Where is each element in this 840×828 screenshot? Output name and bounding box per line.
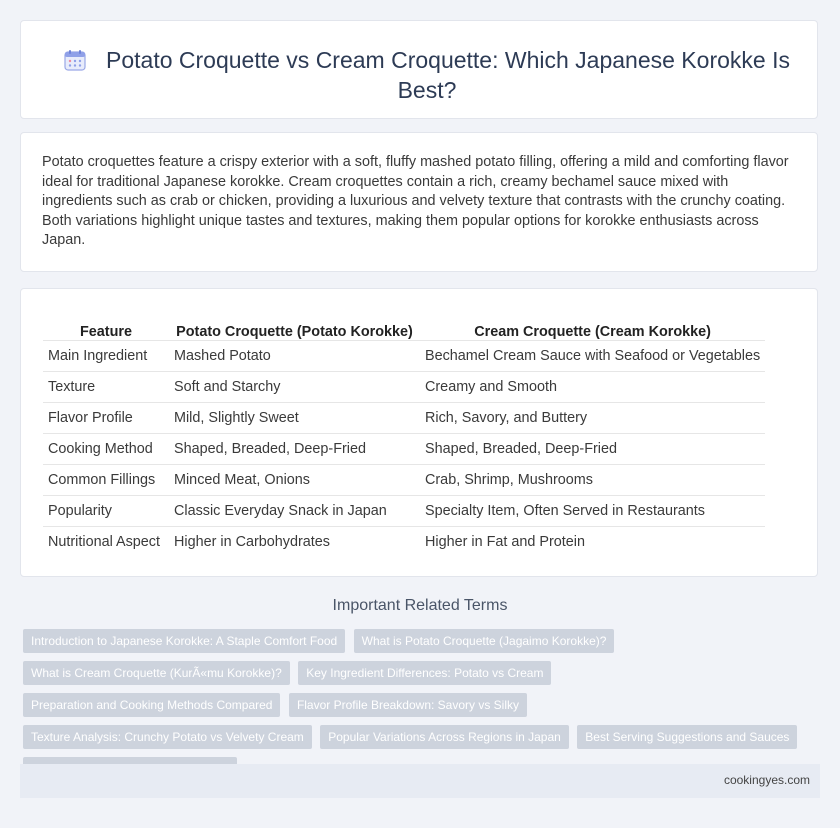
table-row	[43, 434, 765, 465]
table-cell: Nutritional Aspect	[43, 527, 169, 558]
table-row	[43, 465, 765, 496]
table-header-row	[43, 314, 765, 341]
table-row	[43, 527, 765, 558]
related-terms-title: Important Related Terms	[332, 597, 508, 614]
table-cell: Minced Meat, Onions	[169, 465, 420, 496]
related-term-tag[interactable]: Flavor Profile Breakdown: Savory vs Silky	[289, 693, 527, 717]
table-cell: Mild, Slightly Sweet	[169, 403, 420, 434]
related-term-tag[interactable]: Introduction to Japanese Korokke: A Staple Comfort Food	[23, 629, 345, 653]
table-cell: Main Ingredient	[43, 341, 169, 372]
table-cell: Higher in Fat and Protein	[420, 527, 765, 558]
related-term-tag[interactable]: What is Potato Croquette (Jagaimo Korokke)?	[354, 629, 615, 653]
table-cell: Common Fillings	[43, 465, 169, 496]
table-cell: Mashed Potato	[169, 341, 420, 372]
table-cell: Flavor Profile	[43, 403, 169, 434]
table-cell: Texture	[43, 372, 169, 403]
related-term-tag[interactable]: Texture Analysis: Crunchy Potato vs Velvety Cream	[23, 725, 312, 749]
related-term-tag[interactable]: Popular Variations Across Regions in Japan	[320, 725, 569, 749]
table-cell: Creamy and Smooth	[420, 372, 765, 403]
footer	[20, 764, 820, 798]
table-cell: Bechamel Cream Sauce with Seafood or Vegetables	[420, 341, 765, 372]
intro-card	[20, 132, 818, 272]
calendar-icon	[64, 49, 86, 71]
comparison-table	[43, 314, 765, 557]
table-cell: Classic Everyday Snack in Japan	[169, 496, 420, 527]
table-cell: Higher in Carbohydrates	[169, 527, 420, 558]
related-term-tag[interactable]: Preparation and Cooking Methods Compared	[23, 693, 280, 717]
related-term-tag[interactable]: Key Ingredient Differences: Potato vs Cream	[298, 661, 551, 685]
page-title: Potato Croquette vs Cream Croquette: Which Japanese Korokke Is Best?	[106, 47, 790, 103]
table-cell: Shaped, Breaded, Deep-Fried	[420, 434, 765, 465]
table-cell: Soft and Starchy	[169, 372, 420, 403]
table-row	[43, 372, 765, 403]
table-row	[43, 403, 765, 434]
related-term-tag[interactable]: What is Cream Croquette (KurÃ«mu Korokke)?	[23, 661, 290, 685]
header-feature: Feature	[80, 324, 132, 340]
table-cell: Specialty Item, Often Served in Restaurants	[420, 496, 765, 527]
page-title-wrap	[51, 45, 803, 105]
header-cream: Cream Croquette (Cream Korokke)	[474, 324, 711, 340]
related-term-tag[interactable]: Best Serving Suggestions and Sauces	[577, 725, 797, 749]
table-cell: Cooking Method	[43, 434, 169, 465]
header-potato: Potato Croquette (Potato Korokke)	[176, 324, 413, 340]
table-row	[43, 341, 765, 372]
header-card	[20, 20, 818, 119]
footer-site-link[interactable]: cookingyes.com	[723, 773, 810, 787]
table-row	[43, 496, 765, 527]
table-cell: Rich, Savory, and Buttery	[420, 403, 765, 434]
comparison-card	[20, 288, 818, 577]
table-cell: Popularity	[43, 496, 169, 527]
table-cell: Shaped, Breaded, Deep-Fried	[169, 434, 420, 465]
table-cell: Crab, Shrimp, Mushrooms	[420, 465, 765, 496]
intro-paragraph: Potato croquettes feature a crispy exterior with a soft, fluffy mashed potato filling, offering a mild and comforting flavor ideal for traditional Japanese korokke. Cream croquettes contain a rich, creamy bechamel sauce mixed with ingredients such as crab or chicken, providing a luxurious and velvety texture that contrasts with the crunchy coating. Both variations highlight unique tastes and textures, making them popular options for korokke enthusiasts across Japan.	[42, 154, 789, 249]
